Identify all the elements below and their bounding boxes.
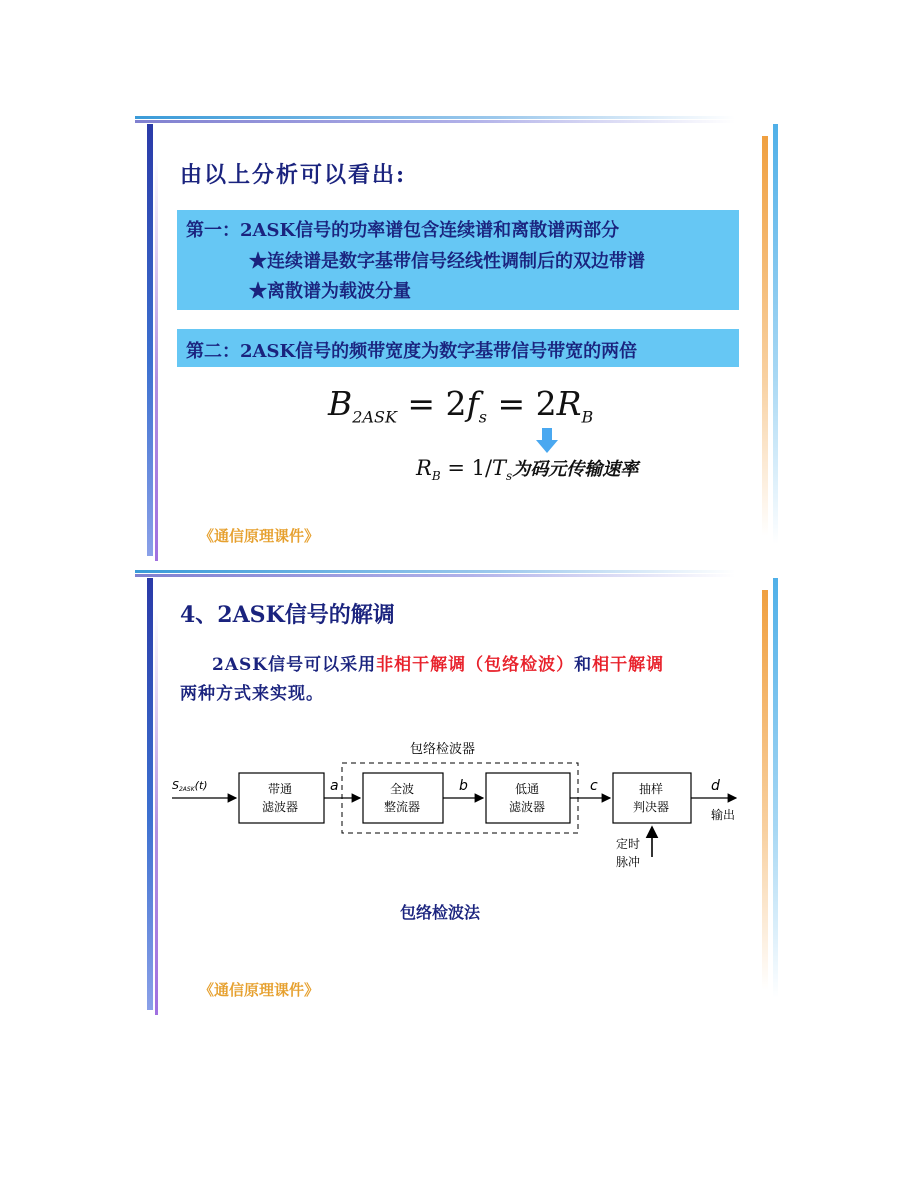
- point-one-bullet-continuous: ★连续谱是数字基带信号经线性调制后的双边带谱: [249, 251, 645, 272]
- signal-d-label: d: [711, 778, 720, 794]
- point-one-box: [177, 210, 739, 310]
- point-two-box: [177, 329, 739, 367]
- sample-decision-block: [613, 773, 691, 823]
- timing-pulse-label-2: 脉冲: [616, 855, 641, 869]
- left-decor-bar-inner: [155, 610, 158, 1015]
- bandwidth-formula: $B_{2ASK} = 2f_s = 2R_B$: [328, 384, 594, 427]
- left-decor-bar: [147, 578, 153, 1010]
- full-wave-rectifier-block: [363, 773, 443, 823]
- diagram-caption: 包络检波法: [400, 903, 481, 922]
- signal-c-label: c: [590, 778, 598, 794]
- course-footer: 《通信原理课件》: [199, 981, 320, 999]
- left-decor-bar-inner: [155, 156, 158, 561]
- envelope-detector-label: 包络检波器: [410, 742, 476, 757]
- envelope-detection-block-diagram: [170, 735, 750, 880]
- output-label: 输出: [711, 808, 736, 822]
- point-one-heading: 第一：2ASK信号的功率谱包含连续谱和离散谱两部分: [186, 220, 620, 241]
- bandpass-filter-label-2: 滤波器: [262, 800, 299, 814]
- point-two-heading: 第二：2ASK信号的频带宽度为数字基带信号带宽的两倍: [186, 341, 638, 362]
- course-footer: 《通信原理课件》: [199, 527, 320, 545]
- slide-title: 由以上分析可以看出:: [180, 162, 407, 188]
- lowpass-filter-label-1: 低通: [515, 782, 540, 796]
- rectifier-label-2: 整流器: [384, 800, 421, 814]
- down-arrow-icon: [536, 428, 558, 454]
- timing-pulse-label-1: 定时: [616, 837, 641, 851]
- top-decor-bar: [135, 570, 735, 578]
- intro-paragraph-line1: 2ASK信号可以采用非相干解调（包络检波）和相干解调: [212, 655, 665, 675]
- right-decor-bar-blue: [773, 124, 778, 544]
- sample-decision-label-2: 判决器: [633, 800, 670, 814]
- slide-title: 4、2ASK信号的解调: [180, 602, 395, 628]
- right-decor-bar-orange: [762, 590, 768, 990]
- lowpass-filter-label-2: 滤波器: [509, 800, 546, 814]
- signal-b-label: b: [459, 778, 468, 794]
- lowpass-filter-block: [486, 773, 570, 823]
- slide-2: [135, 570, 780, 1015]
- input-signal-label: S2ASK(t): [172, 779, 208, 793]
- intro-paragraph-line2: 两种方式来实现。: [180, 684, 324, 704]
- bandpass-filter-block: [239, 773, 324, 823]
- signal-a-label: a: [330, 778, 339, 794]
- left-decor-bar: [147, 124, 153, 556]
- sample-decision-label-1: 抽样: [639, 782, 664, 796]
- top-decor-bar: [135, 116, 735, 124]
- symbol-rate-formula: $R_B = 1/T_s$为码元传输速率: [416, 456, 639, 484]
- right-decor-bar-orange: [762, 136, 768, 536]
- rectifier-label-1: 全波: [390, 782, 415, 796]
- bandpass-filter-label-1: 带通: [268, 782, 293, 796]
- right-decor-bar-blue: [773, 578, 778, 998]
- slide-1: [135, 116, 780, 561]
- point-one-bullet-discrete: ★离散谱为载波分量: [249, 281, 411, 302]
